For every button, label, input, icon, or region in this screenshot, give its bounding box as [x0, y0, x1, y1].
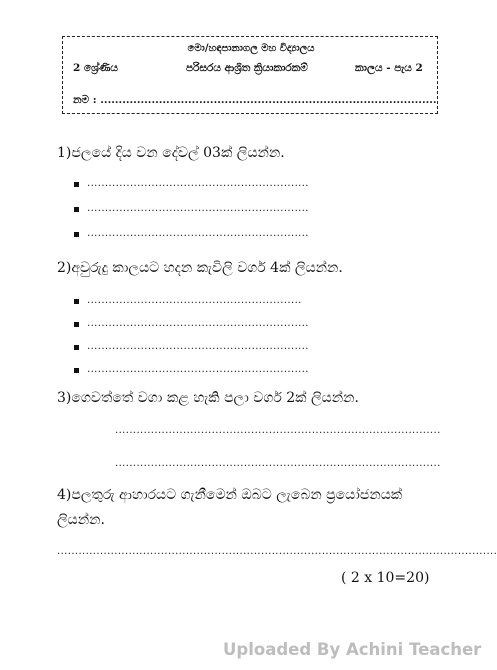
bullet-icon — [74, 207, 79, 212]
answer-line: ........................................................................................................................... — [57, 546, 497, 557]
bullet-icon — [74, 322, 79, 327]
bullet-icon — [74, 232, 79, 237]
question-1: 1)ජලයේ දිය වන දේවල් 03ක් ලියන්න. — [57, 145, 285, 161]
question-2: 2)අවුරුදු කාලයට හදන කැවිලි වර්ග 4ක් ලියන්න. — [57, 260, 343, 276]
answer-line: ........................................................................................... — [115, 425, 441, 436]
answer-line: .............................................................. — [87, 318, 309, 329]
answer-line: ........................................................................................... — [115, 458, 441, 469]
answer-line: .............................................................. — [87, 203, 309, 214]
time-label: කාලය - පැය 2 — [355, 62, 423, 74]
question-3: 3)ගෙවත්තේ වගා කළ හැකි පලා වර්ග 2ක් ලියන්න. — [57, 390, 359, 406]
question-4: 4)පලතුරු ආහාරයට ගැනීමෙන් ඔබට ලැබෙන ප්‍රයෝජනයක් — [57, 487, 403, 503]
bullet-icon — [74, 345, 79, 350]
name-field: නම : ............................................................................................ — [73, 94, 437, 106]
grade-label: 2 ශ්‍රේණිය — [73, 62, 118, 74]
question-4-continued: ලියන්න. — [57, 512, 105, 528]
answer-line: .............................................................. — [87, 341, 309, 352]
bullet-icon — [74, 299, 79, 304]
upload-watermark: Uploaded By Achini Teacher — [223, 640, 482, 659]
answer-line: .............................................................. — [87, 178, 309, 189]
header-box — [62, 36, 438, 114]
answer-line: .............................................................. — [87, 364, 309, 375]
answer-line: .............................................................. — [87, 228, 309, 239]
subject-label: පරිසරය ආශ්‍රිත ක්‍රියාකාරකම් — [186, 62, 308, 74]
marks-allocation: ( 2 x 10=20) — [341, 570, 430, 586]
school-name: මො/හඳපානාගල මහ විද්‍යාලය — [187, 43, 315, 54]
bullet-icon — [74, 182, 79, 187]
bullet-icon — [74, 368, 79, 373]
answer-line: ............................................................ — [87, 295, 302, 306]
